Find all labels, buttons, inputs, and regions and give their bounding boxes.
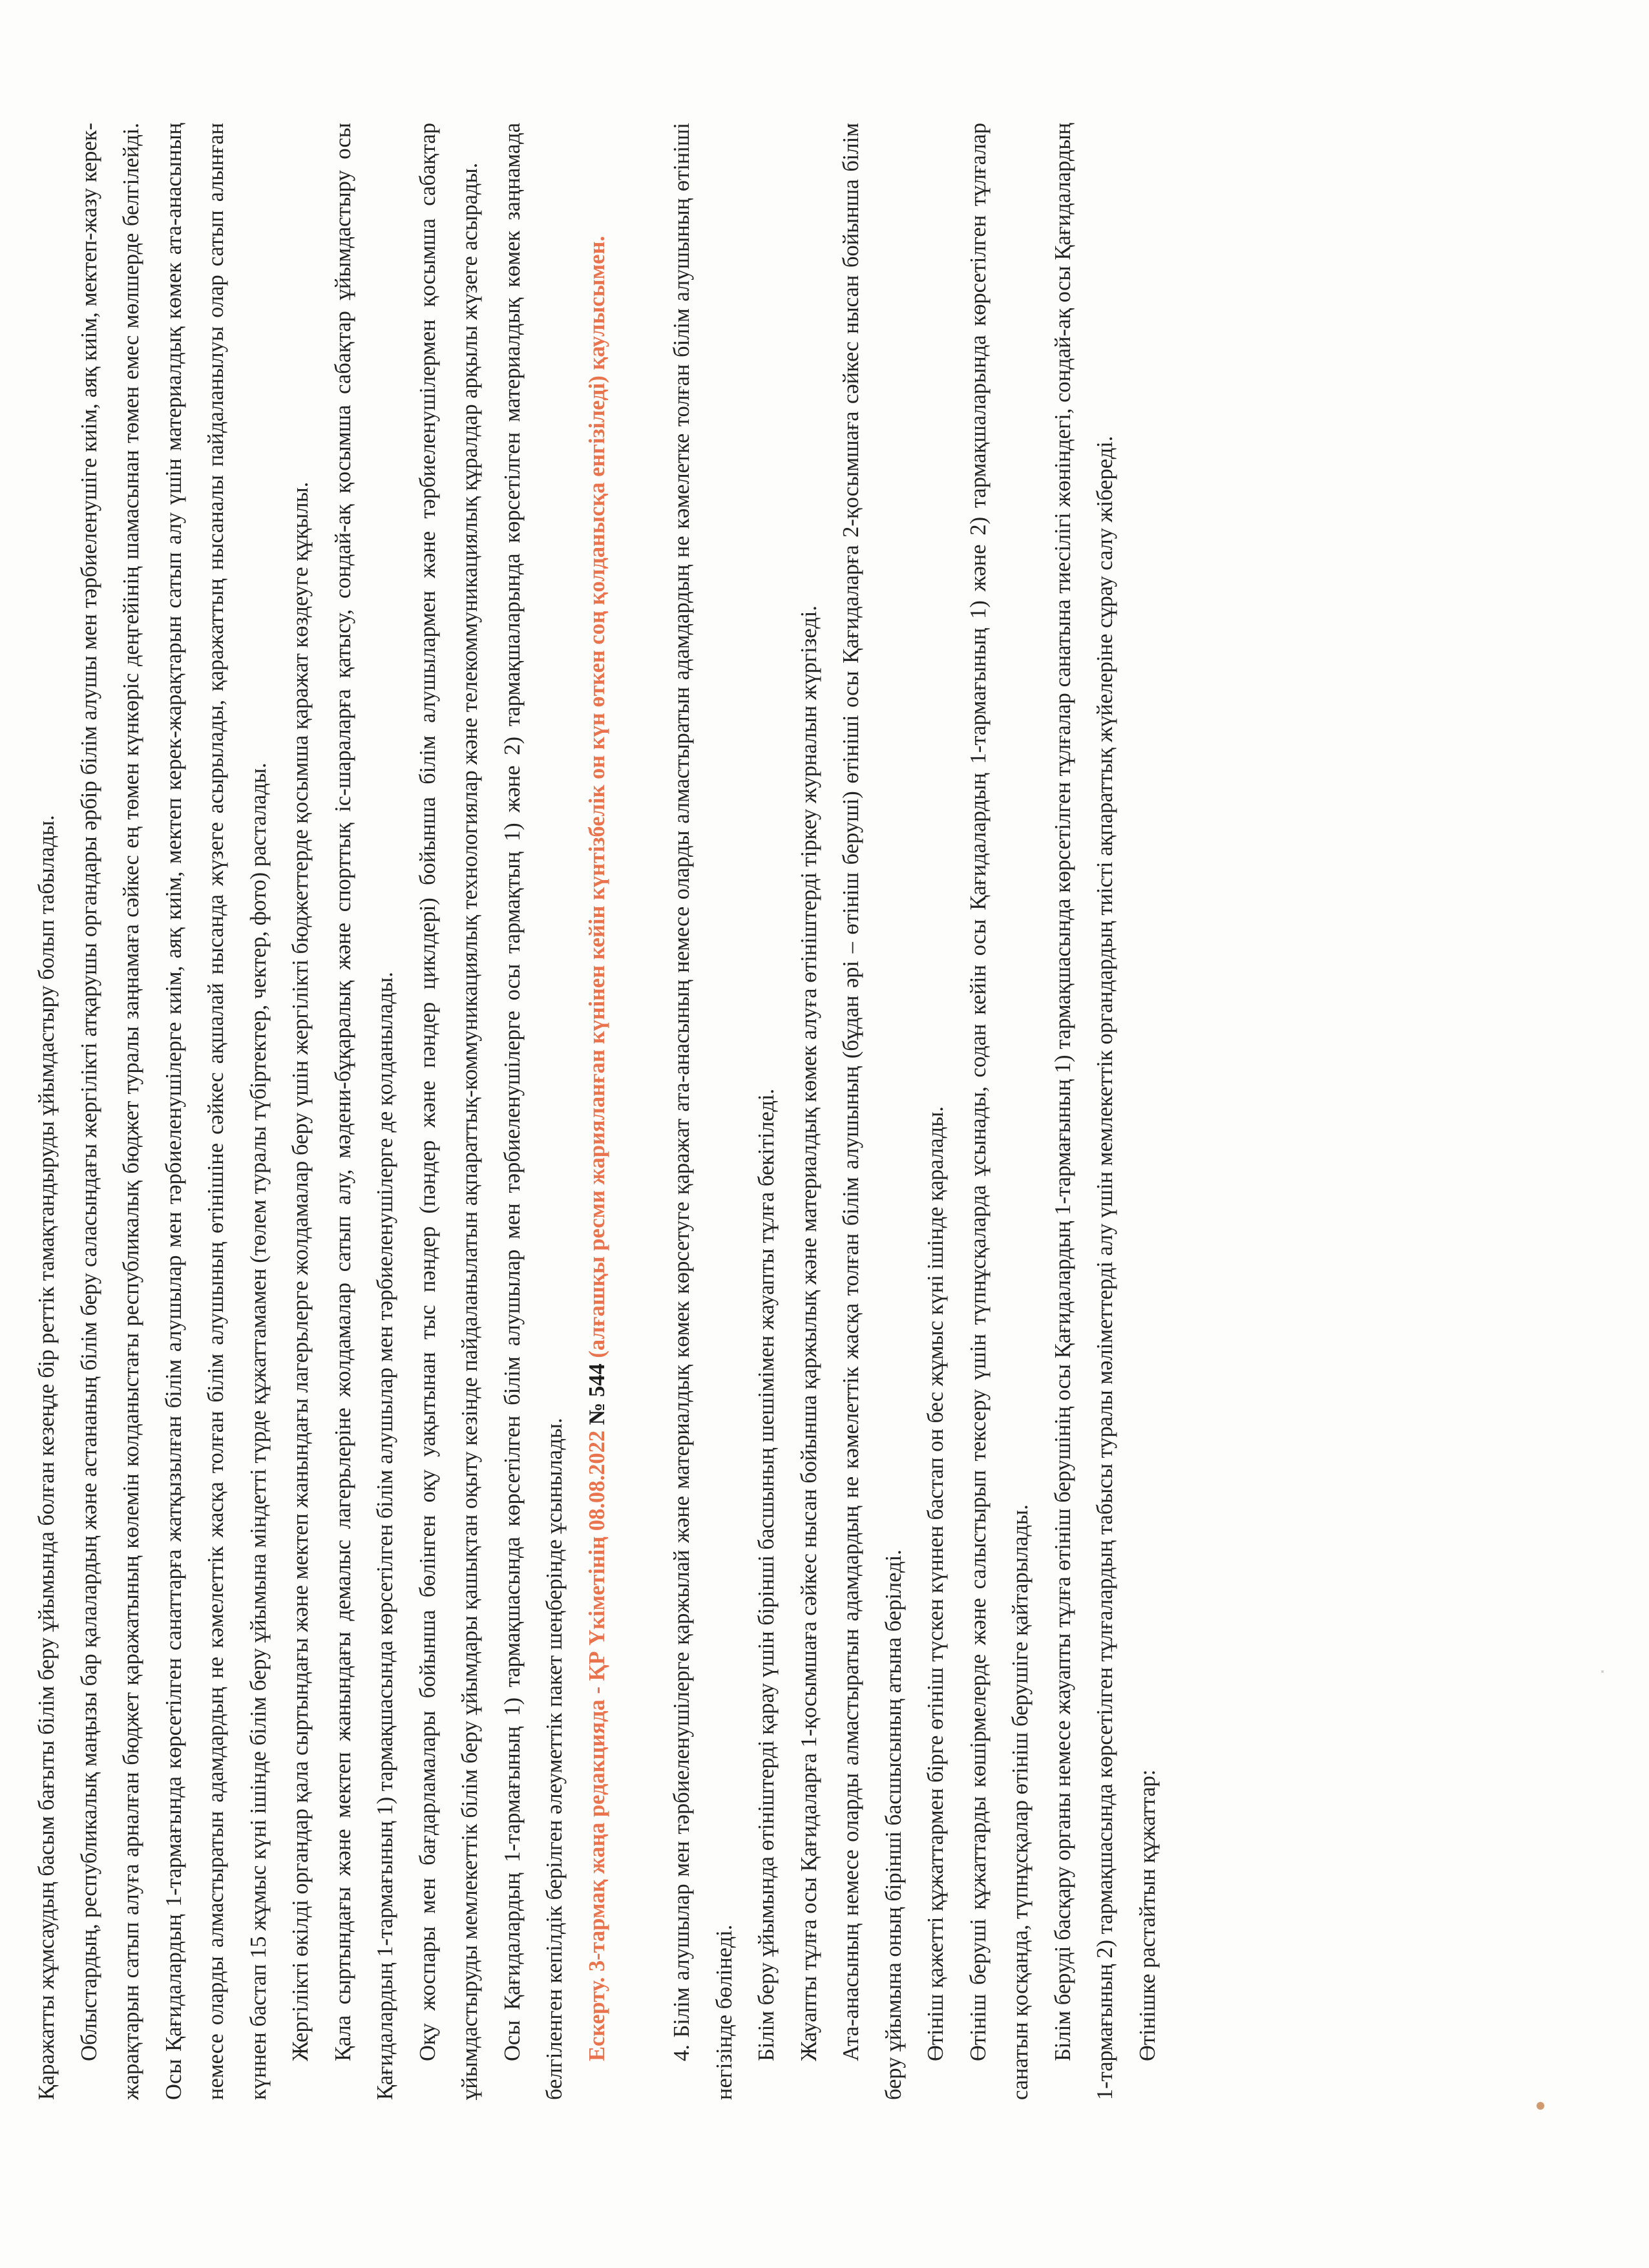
paragraph: Өтініш беруші құжаттарды көшірмелерде және салыстырып тексеру үшін түпнұсқаларда ұсынады, содан кейін осы Қағидалардың 1-тармағының 1) және 2) тармақшаларында көрсетілген тұлғалар санатын қосқанда, түпнұсқалар өтініш берушіге қайтарылады. <box>965 123 1033 2100</box>
paragraph: Қаражатты жұмсаудың басым бағыты білім беру ұйымында болған кезеңде бір реттік тамақтандыруды ұйымдастыру болып табылады. <box>34 815 59 2100</box>
paragraph: Оқу жоспары мен бағдарламалары бойынша бөлінген оқу уақытынан тыс пәндер (пәндер және пәндер циклдері) бойынша білім алушылармен және тәрбиеленушілермен қосымша сабақтар ұйымдастыруды мемлекеттік білім беру ұйымдары қашықтан оқыту кезінде пайдаланылатын ақпараттық-коммуникациялық технологиялар және телекоммуникациялық құралдар арқылы жүзеге асырады. <box>415 123 482 2100</box>
paragraph: Ата-анасының немесе оларды алмастыратын адамдардың не кәмелеттік жасқа толған білім алушының (бұдан әрі – өтініш беруші) өтініші осы Қағидаларға 2-қосымшаға сәйкес нысан бойынша білім беру ұйымына оның бірінші басшысының атына беріледі. <box>839 123 906 2100</box>
amendment-note-text: Ескерту. 3-тармақ жаңа редакцияда - ҚР Үкіметінің 08.08.2022 <box>584 1425 609 2061</box>
paragraph: Қала сыртындағы және мектеп жанындағы демалыс лагерьлеріне жолдамалар сатып алу, мәдени-бұқаралық және спорттық іс-шараларға қатысу, сондай-ақ қосымша сабақтар ұйымдастыру осы Қағидалардың 1-тармағының 1) тармақшасында көрсетілген білім алушылар мен тәрбиеленушілерге де қолданылады. <box>330 123 397 2100</box>
paragraph: 4. Білім алушылар мен тәрбиеленушілерге қаржылай және материалдық көмек көрсетуге қаражат ата-анасының немесе оларды алмастыратын адамдардың не кәмелетке толған білім алушының өтініші негізінде бөлінеді. <box>669 123 737 2100</box>
amendment-note <box>576 123 619 2100</box>
amendment-note-text: (алғашқы ресми жарияланған күнінен кейін күнтізбелік он күн өткен соң қолданысқа енгізіледі) қаулысымен. <box>584 236 609 1364</box>
paragraph: Жауапты тұлға осы Қағидаларға 1-қосымшаға сәйкес нысан бойынша қаржылық және материалдық көмек алуға өтініштерді тіркеу журналын жүргізеді. <box>796 605 821 2061</box>
paragraph: Жергілікті өкілді органдар қала сыртындағы және мектеп жанындағы лагерьлерге жолдамалар беру үшін жергілікті бюджеттерде қосымша қаражат көздеуге құқылы. <box>288 481 313 2061</box>
paragraph: Өтініш қажетті құжаттармен бірге өтініш түскен күннен бастап он бес жұмыс күні ішінде қаралады. <box>923 1106 948 2061</box>
spacer <box>618 123 661 2100</box>
rotated-text-block <box>26 123 1325 2100</box>
paragraph: Білім беруді басқару органы немесе жауапты тұлға өтініш берушінің осы Қағидалардың 1-тармағының 1) тармақшасында көрсетілген тұлғалар санатына тиесілігі жөніндегі, сондай-ақ осы Қағидалардың 1-тармағының 2) тармақшасында көрсетілген тұлғалардың табысы туралы мәліметтерді алу үшін мемлекеттік органдардың тиісті ақпараттық жүйелеріне сұрау салу жібереді. <box>1050 123 1117 2100</box>
paragraph: Осы Қағидалардың 1-тармағының 1) тармақшасында көрсетілген білім алушылар мен тәрбиеленушілерге осы тармақтың 1) және 2) тармақшаларында көрсетілген материалдық көмек заңнамада белгіленген кепілдік берілген әлеуметтік пакет шеңберінде ұсынылады. <box>499 123 567 2100</box>
paragraph: Өтінішке растайтын құжаттар: <box>1135 1769 1160 2061</box>
scan-speck <box>1601 1670 1604 1673</box>
scan-speck <box>1537 2102 1544 2110</box>
paragraph: Білім беру ұйымында өтініштерді қарау үшін бірінші басшының шешімімен жауапты тұлға бекітіледі. <box>754 1088 779 2061</box>
paragraph: Облыстардың, республикалық маңызы бар қалалардың және астананың білім беру саласындағы жергілікті атқарушы органдары әрбір білім алушы мен тәрбиеленушіге киім, аяқ киім, мектеп-жазу керек-жарақтарын сатып алуға арналған бюджет қаражатының көлемін колданыстағы республикалық бюджет туралы заңнамаға сәйкес ең төмен күнкөріс деңгейінің шамасынан төмен емес мөлшерде белгілейді. Осы Қағидалардың 1-тармағында көрсетілген санаттарға жатқызылған білім алушылар мен тәрбиеленушілерге киім, аяқ киім, мектеп керек-жарақтарын сатып алу үшін материалдық көмек ата-анасының немесе оларды алмастыратын адамдардың не кәмелеттік жасқа толған білім алушының өтінішіне сәйкес ақшалай нысанда жүзеге асырылады, қаражаттың нысаналы пайдаланылуы олар сатып алынған күннен бастап 15 жұмыс күні ішінде білім беру ұйымына міндетті түрде құжаттамамен (төлем туралы түбіртектер, чектер, фото) расталады. <box>76 123 271 2100</box>
resolution-number: № 544 <box>584 1363 609 1425</box>
